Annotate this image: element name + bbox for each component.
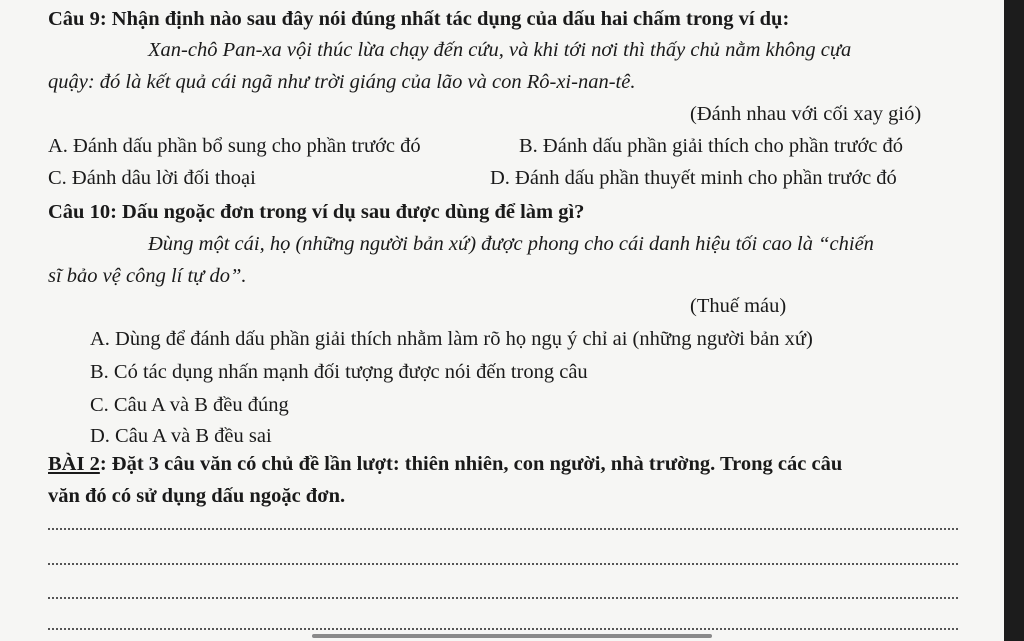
- question-10-source: (Thuế máu): [690, 295, 787, 317]
- question-10-option-b: B. Có tác dụng nhấn mạnh đối tượng được nói đến trong câu: [90, 361, 588, 383]
- answer-line: [48, 628, 958, 630]
- question-9-example-line-1: Xan-chô Pan-xa vội thúc lừa chạy đến cứu, và khi tới nơi thì thấy chủ nằm không cựa: [148, 39, 852, 61]
- exercise-2-prompt-line-2: văn đó có sử dụng dấu ngoặc đơn.: [48, 485, 346, 507]
- answer-line: [48, 597, 958, 599]
- answer-line: [48, 563, 958, 565]
- question-9-option-d: D. Đánh dấu phần thuyết minh cho phần trước đó: [490, 167, 897, 189]
- exercise-2-prompt-text: : Đặt 3 câu văn có chủ đề lần lượt: thiên nhiên, con người, nhà trường. Trong các câu: [99, 453, 843, 475]
- exercise-2-prompt-line-1: [48, 452, 842, 476]
- question-10-option-c: C. Câu A và B đều đúng: [90, 394, 289, 416]
- question-10-option-d: D. Câu A và B đều sai: [90, 425, 272, 447]
- question-10-example-line-1: Đùng một cái, họ (những người bản xứ) được phong cho cái danh hiệu tối cao là “chiến: [148, 233, 874, 255]
- question-9-option-b: B. Đánh dấu phần giải thích cho phần trước đó: [519, 135, 904, 157]
- answer-line: [48, 528, 958, 530]
- scroll-indicator[interactable]: [312, 634, 712, 638]
- question-10-option-a: A. Dùng để đánh dấu phần giải thích nhằm làm rõ họ ngụ ý chỉ ai (những người bản xứ): [90, 328, 813, 350]
- exercise-2-label: BÀI 2: [48, 453, 100, 475]
- question-9-source: (Đánh nhau với cối xay gió): [690, 103, 922, 125]
- question-9-example-line-2: quậy: đó là kết quả cái ngã như trời giáng của lão và con Rô-xi-nan-tê.: [48, 71, 636, 93]
- question-9-option-c: C. Đánh dâu lời đối thoại: [48, 167, 256, 189]
- question-9-title: Câu 9: Nhận định nào sau đây nói đúng nhất tác dụng của dấu hai chấm trong ví dụ:: [48, 8, 790, 30]
- question-10-title: Câu 10: Dấu ngoặc đơn trong ví dụ sau được dùng để làm gì?: [48, 201, 585, 223]
- question-9-option-a: A. Đánh dấu phần bổ sung cho phần trước đó: [48, 135, 421, 157]
- question-10-example-line-2: sĩ bảo vệ công lí tự do”.: [48, 265, 247, 287]
